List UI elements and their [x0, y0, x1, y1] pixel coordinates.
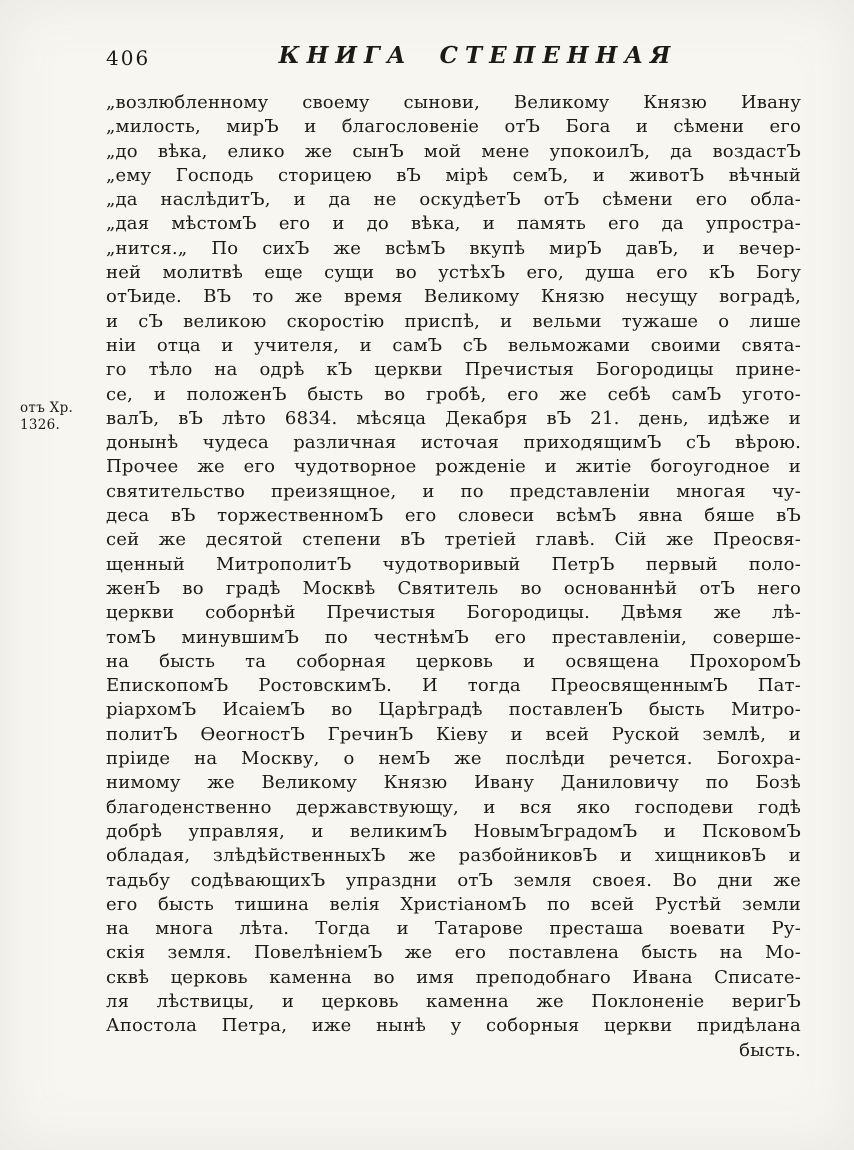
text-line: пріиде на Москву, о немЪ же послѣди речется. Богохра- — [106, 748, 801, 770]
text-line: „милость, мирЪ и благословеніе отЪ Бога и сѣмени его — [106, 116, 801, 138]
page-number: 406 — [106, 46, 151, 70]
text-line: его бысть тишина велія ХристіаномЪ по всей Рустѣй земли — [106, 893, 801, 915]
text-line: го тѣло на одрѣ кЪ церкви Пречистыя Богородицы прине- — [106, 359, 801, 381]
text-line: женЪ во градѣ Москвѣ Святитель во основаннѣй отЪ него — [106, 577, 801, 599]
text-line: церкви соборнѣй Пречистыя Богородицы. Двѣмя же лѣ- — [106, 602, 801, 624]
text-line: благоденственно державствующу, и вся яко господеви годѣ — [106, 796, 801, 818]
text-line: добрѣ управляя, и великимЪ НовымЪградомЪ и ПсковомЪ — [106, 820, 801, 842]
running-title: КНИГА СТЕПЕННАЯ — [278, 42, 678, 69]
text-line: Апостола Петра, иже нынѣ у соборныя церкви придѣлана — [106, 1015, 801, 1037]
margin-note-era: отъ Хр. — [20, 400, 74, 416]
text-line: бысть. — [739, 1039, 801, 1061]
text-line: и сЪ великою скоростію приспѣ, и вельми тужаше о лише — [106, 310, 801, 332]
text-line: обладая, злѣдѣйственныхЪ же разбойниковЪ и хищниковЪ и — [106, 845, 801, 867]
text-line: донынѣ чудеса различная источая приходящимЪ сЪ вѣрою. — [106, 432, 801, 454]
text-line: деса вЪ торжественномЪ его словеси всѣмЪ явна бяше вЪ — [106, 505, 801, 527]
text-line: нимому же Великому Князю Ивану Даниловичу по Бозѣ — [106, 772, 801, 794]
text-line: се, и положенЪ бысть во гробѣ, его же себѣ самЪ угото- — [106, 383, 801, 405]
text-line: на многа лѣта. Тогда и Татарове престаша воевати Ру- — [106, 918, 801, 940]
text-line: отЪиде. ВЪ то же время Великому Князю несущу воградѣ, — [106, 286, 801, 308]
text-line: томЪ минувшимЪ по честнѣмЪ его преставленіи, соверше- — [106, 626, 801, 648]
text-line: ля лѣствицы, и церковь каменна же Поклоненіе веригЪ — [106, 990, 801, 1012]
text-line: политЪ ѲеогностЪ ГречинЪ Кіеву и всей Руской землѣ, и — [106, 723, 801, 745]
text-line: „нится.„ По сихЪ же всѣмЪ вкупѣ мирЪ давЪ, и вечер- — [106, 237, 801, 259]
margin-note — [20, 400, 98, 434]
text-line: ЕпископомЪ РостовскимЪ. И тогда ПреосвященнымЪ Пат- — [106, 675, 801, 697]
text-line: „возлюбленному своему сынови, Великому Князю Ивану — [106, 92, 801, 113]
text-line: скія земля. ПовелѣніемЪ же его поставлена бысть на Мо- — [106, 942, 801, 964]
margin-note-year: 1326. — [20, 417, 61, 433]
text-line: „да наслѣдитЪ, и да не оскудѣетЪ отЪ сѣмени его обла- — [106, 189, 801, 211]
text-line: „дая мѣстомЪ его и до вѣка, и память его да упростра- — [106, 213, 801, 235]
text-line: щенный МитрополитЪ чудотворивый ПетрЪ первый поло- — [106, 553, 801, 575]
text-line: тадьбу содѣвающихЪ упраздни отЪ земля своея. Во дни же — [106, 869, 801, 891]
text-line: ніи отца и учителя, и самЪ сЪ вельможами своими свята- — [106, 334, 801, 356]
text-line: святительство преизящное, и по представленіи многая чу- — [106, 480, 801, 502]
text-line: „ему Господь сторицею вЪ мірѣ семЪ, и животЪ вѣчный — [106, 164, 801, 186]
text-line: ріархомЪ ИсаіемЪ во Царѣградѣ поставленЪ бысть Митро- — [106, 699, 801, 721]
text-line: ней молитвѣ еще сущи во устѣхЪ его, душа его кЪ Богу — [106, 262, 801, 284]
page-header — [106, 42, 800, 76]
text-line: на бысть та соборная церковь и освящена ПрохоромЪ — [106, 650, 801, 672]
text-line: сквѣ церковь каменна во имя преподобнаго Ивана Списате- — [106, 966, 801, 988]
text-line: сей же десятой степени вЪ третіей главѣ. Сій же Преосвя- — [106, 529, 801, 551]
body-text — [106, 91, 801, 1063]
text-line: Прочее же его чудотворное рожденіе и житіе богоугодное и — [106, 456, 801, 478]
text-line: валЪ, вЪ лѣто 6834. мѣсяца Декабря вЪ 21. день, идѣже и — [106, 407, 801, 429]
text-line: „до вѣка, елико же сынЪ мой мене упокоилЪ, да воздастЪ — [106, 140, 801, 162]
